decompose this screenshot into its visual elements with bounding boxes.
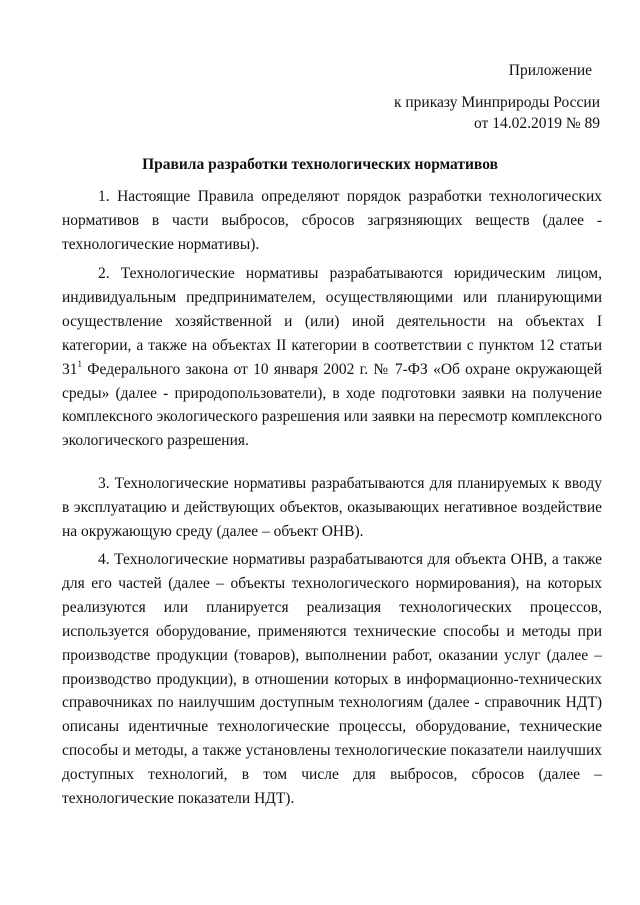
- article-superscript: 1: [77, 358, 82, 369]
- paragraph-4: 4. Технологические нормативы разрабатываются для объекта ОНВ, а также для его частей (далее – объекты технологического нормирования), на которых реализуются или планируется реализация технологических процессов, используется оборудование, применяются технические способы и методы при производстве продукции (товаров), выполнении работ, оказании услуг (далее – производство продукции), в отношении которых в информационно-технических справочниках по наилучшим доступным технологиям (далее - справочник НДТ) описаны идентичные технологические процессы, оборудование, технические способы и методы, а также установлены технологические показатели наилучших доступных технологий, в том числе для выбросов, сбросов (далее – технологические показатели НДТ).: [62, 551, 602, 808]
- order-reference-line-1: к приказу Минприроды России: [393, 94, 600, 111]
- order-reference-line-2: от 14.02.2019 № 89: [474, 115, 600, 132]
- paragraph-2-text-b: Федерального закона от 10 января 2002 г. № 7-ФЗ «Об охране окружающей среды» (далее - природопользователи), в ходе подготовки заявки на получение комплексного экологического разрешения или заявки на пересмотр комплексного экологического разрешения.: [62, 360, 602, 450]
- paragraph-3: 3. Технологические нормативы разрабатываются для планируемых к вводу в эксплуатацию и действующих объектов, оказывающих негативное воздействие на окружающую среду (далее – объект ОНВ).: [62, 475, 602, 540]
- document-title: Правила разработки технологических нормативов: [142, 156, 498, 173]
- paragraph-2: [62, 262, 602, 453]
- order-reference: [394, 92, 600, 134]
- paragraph-2-text-a: 2. Технологические нормативы разрабатываются юридическим лицом, индивидуальным предпринимателем, осуществляющими или планирующими осуществление хозяйственной и (или) иной деятельности на объектах I категории, а также на объектах II категории в соответствии с пунктом 12 статьи 31: [62, 265, 602, 378]
- paragraph-1: 1. Настоящие Правила определяют порядок разработки технологических нормативов в части выбросов, сбросов загрязняющих веществ (далее - технологические нормативы).: [62, 188, 602, 253]
- appendix-label: Приложение: [508, 62, 592, 79]
